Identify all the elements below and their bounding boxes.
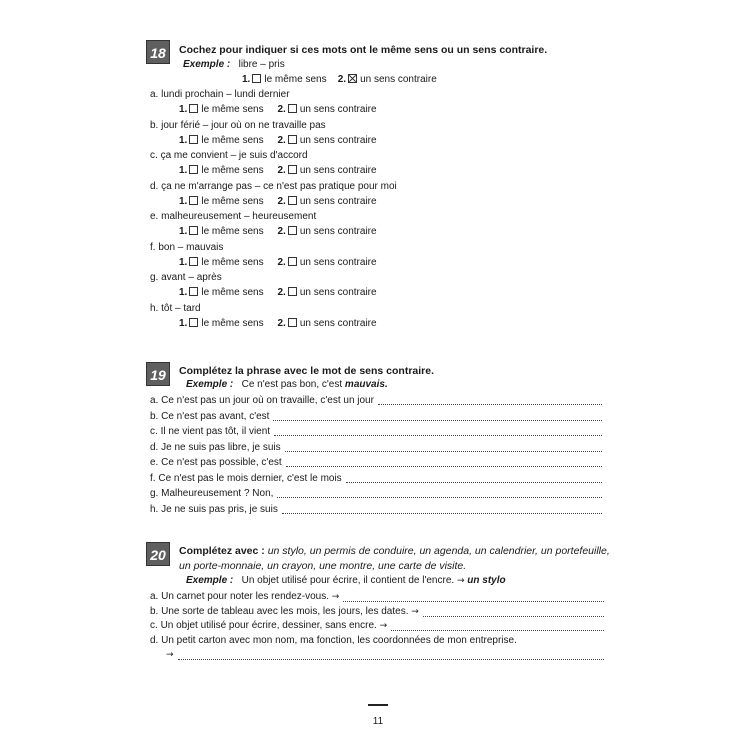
answer-options-row: 1. le même sens 2. un sens contraire — [179, 165, 377, 176]
answer-arrow-row — [166, 648, 174, 662]
item-text: Ce n'est pas le mois dernier, c'est le mois — [158, 472, 342, 484]
page-number: 11 — [372, 716, 384, 727]
example-answer: mauvais. — [344, 379, 388, 390]
answer-blank-line[interactable] — [423, 616, 604, 617]
item-letter: h. — [150, 503, 159, 515]
item-text: lundi prochain – lundi dernier — [161, 89, 290, 100]
item-text: Il ne vient pas tôt, il vient — [160, 426, 271, 437]
checkbox-icon[interactable] — [189, 257, 198, 266]
arrow-icon: → — [379, 621, 388, 631]
question-row — [150, 394, 374, 407]
answer-blank-line[interactable] — [343, 601, 604, 602]
answer-blank-line[interactable] — [378, 404, 602, 405]
answer-blank-line[interactable] — [274, 435, 602, 436]
checkbox-icon[interactable] — [189, 104, 198, 113]
item-letter: b. — [150, 605, 159, 617]
item-letter: f. — [150, 241, 156, 253]
item-text: jour férié – jour où on ne travaille pas — [161, 119, 326, 131]
exercise-number-badge: 20 — [146, 542, 170, 566]
answer-blank-line[interactable] — [273, 420, 602, 421]
example-options: 1. le même sens 2. un sens contraire — [242, 74, 437, 85]
item-text: Ce n'est pas un jour où on travaille, c'est un jour — [161, 395, 374, 406]
arrow-icon: → — [456, 576, 465, 586]
checkbox-icon[interactable] — [288, 226, 297, 235]
question-row — [150, 180, 397, 193]
item-letter: d. — [150, 634, 159, 646]
item-text: Un carnet pour noter les rendez-vous. — [161, 591, 329, 602]
checked-box-icon[interactable] — [348, 74, 357, 83]
answer-blank-line[interactable] — [346, 482, 602, 483]
checkbox-icon[interactable] — [288, 104, 297, 113]
answer-blank-line[interactable] — [285, 451, 602, 452]
item-letter: b. — [150, 410, 159, 422]
question-row — [150, 472, 342, 485]
question-row — [150, 241, 223, 254]
item-text: Un petit carton avec mon nom, ma fonction, les coordonnées de mon entreprise. — [161, 634, 517, 646]
item-letter: c. — [150, 426, 158, 437]
arrow-icon: → — [331, 592, 340, 602]
checkbox-icon[interactable] — [189, 318, 198, 327]
checkbox-icon[interactable] — [288, 196, 297, 205]
checkbox-icon[interactable] — [189, 287, 198, 296]
answer-options-row: 1. le même sens 2. un sens contraire — [179, 195, 377, 207]
checkbox-icon[interactable] — [288, 287, 297, 296]
answer-options-row: 1. le même sens 2. un sens contraire — [179, 226, 377, 237]
item-letter: a. — [150, 395, 159, 406]
item-letter: c. — [150, 150, 158, 161]
item-letter: h. — [150, 302, 159, 314]
item-text: Je ne suis pas libre, je suis — [161, 441, 281, 453]
question-row — [150, 271, 222, 284]
item-text: Une sorte de tableau avec les mois, les jours, les dates. — [161, 605, 409, 617]
item-text: Ce n'est pas possible, c'est — [161, 457, 282, 468]
question-row — [150, 605, 419, 619]
question-row — [150, 425, 270, 438]
question-row — [150, 590, 339, 604]
exercise-title-continued: un porte-monnaie, un crayon, une montre, une carte de visite. — [179, 560, 467, 572]
question-row — [150, 487, 273, 500]
exercise-18 — [146, 40, 616, 340]
answer-options-row: 1. le même sens 2. un sens contraire — [179, 317, 377, 329]
question-row — [150, 503, 278, 516]
item-text: tôt – tard — [161, 302, 201, 314]
item-letter: e. — [150, 211, 159, 222]
answer-blank-line[interactable] — [286, 466, 602, 467]
question-row — [150, 410, 269, 423]
question-row — [150, 302, 201, 315]
answer-blank-line[interactable] — [277, 497, 602, 498]
item-text: Je ne suis pas pris, je suis — [161, 503, 278, 515]
checkbox-icon[interactable] — [189, 226, 198, 235]
item-letter: f. — [150, 472, 156, 484]
answer-options-row: 1. le même sens 2. un sens contraire — [179, 134, 377, 146]
checkbox-icon[interactable] — [189, 165, 198, 174]
example-line: Exemple : Ce n'est pas bon, c'est mauvais. — [186, 379, 388, 390]
item-letter: d. — [150, 180, 159, 192]
page-number-rule — [368, 704, 388, 706]
exercise-number-badge: 19 — [146, 362, 170, 386]
item-text: Malheureusement ? Non, — [161, 488, 274, 499]
item-text: avant – après — [161, 272, 222, 283]
item-letter: c. — [150, 620, 158, 631]
item-letter: d. — [150, 441, 159, 453]
answer-options-row: 1. le même sens 2. un sens contraire — [179, 287, 377, 298]
item-letter: g. — [150, 488, 159, 499]
arrow-icon: → — [166, 650, 174, 660]
item-letter: g. — [150, 272, 159, 283]
exercise-title: Complétez avec : un stylo, un permis de conduire, un agenda, un calendrier, un portefeuille, — [179, 545, 610, 557]
item-letter: b. — [150, 119, 159, 131]
example-words: libre – pris — [238, 59, 285, 70]
exercise-20 — [146, 542, 616, 672]
exercise-number-badge: 18 — [146, 40, 170, 64]
question-row — [150, 149, 308, 162]
item-text: ça me convient – je suis d'accord — [160, 150, 308, 161]
question-row — [150, 88, 290, 101]
checkbox-icon[interactable] — [189, 135, 198, 144]
example-line: Exemple : Un objet utilisé pour écrire, il contient de l'encre. → un stylo — [186, 575, 506, 586]
checkbox-icon[interactable] — [288, 318, 297, 327]
item-text: ça ne m'arrange pas – ce n'est pas pratique pour moi — [161, 180, 397, 192]
item-text: bon – mauvais — [158, 241, 224, 253]
item-text: malheureusement – heureusement — [161, 211, 317, 222]
exercise-title: Cochez pour indiquer si ces mots ont le même sens ou un sens contraire. — [179, 44, 548, 56]
question-row — [150, 119, 326, 132]
answer-options-row: 1. le même sens 2. un sens contraire — [179, 256, 377, 268]
answer-options-row: 1. le même sens 2. un sens contraire — [179, 104, 377, 115]
item-letter: e. — [150, 457, 159, 468]
question-row — [150, 634, 517, 647]
answer-blank-line[interactable] — [282, 513, 602, 514]
item-text: Un objet utilisé pour écrire, dessiner, sans encre. — [160, 620, 377, 631]
checkbox-icon[interactable] — [189, 196, 198, 205]
example-line — [183, 58, 285, 71]
checkbox-icon[interactable] — [288, 165, 297, 174]
item-letter: a. — [150, 591, 159, 602]
checkbox-icon[interactable] — [288, 257, 297, 266]
question-row — [150, 619, 387, 633]
arrow-icon: → — [411, 606, 419, 617]
example-label: Exemple : — [183, 59, 231, 70]
question-row — [150, 441, 281, 454]
question-row — [150, 456, 282, 469]
checkbox-icon[interactable] — [288, 135, 297, 144]
answer-blank-line[interactable] — [178, 659, 604, 660]
item-text: Ce n'est pas avant, c'est — [161, 410, 270, 422]
exercise-19 — [146, 362, 616, 522]
question-row — [150, 210, 316, 223]
checkbox-icon[interactable] — [252, 74, 261, 83]
item-letter: a. — [150, 89, 159, 100]
exercise-title: Complétez la phrase avec le mot de sens contraire. — [179, 365, 435, 377]
answer-blank-line[interactable] — [391, 630, 604, 631]
example-answer: un stylo — [467, 575, 506, 586]
